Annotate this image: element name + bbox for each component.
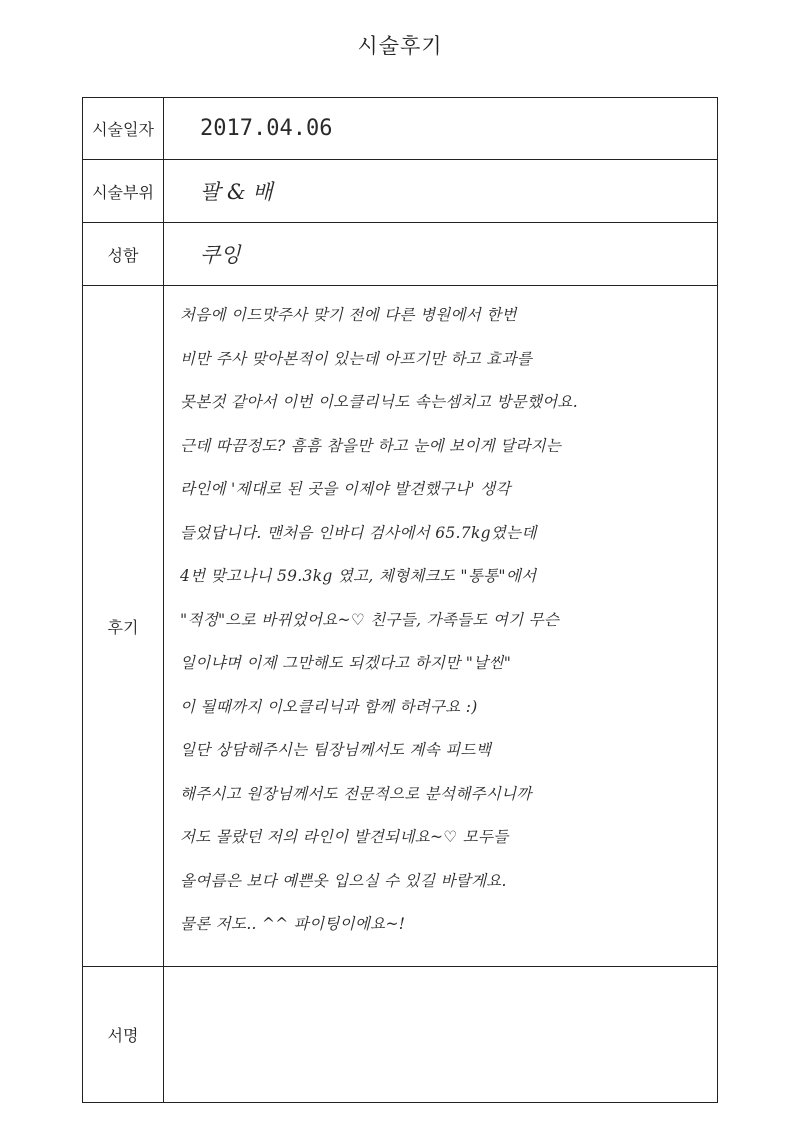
procedure-date-value: 2017.04.06 xyxy=(200,116,333,141)
review-line: 처음에 이드맛주사 맞기 전에 다른 병원에서 한번 xyxy=(180,306,517,324)
review-line: 못본것 같아서 이번 이오클리닉도 속는셈치고 방문했어요. xyxy=(180,393,578,411)
signature-value xyxy=(164,967,717,1102)
review-line: 저도 몰랐던 저의 라인이 발견되네요~♡ 모두들 xyxy=(180,828,509,846)
review-line: 4번 맞고나니 59.3kg 였고, 체형체크도 "통통"에서 xyxy=(180,567,537,585)
review-line: 일단 상담해주시는 팀장님께서도 계속 피드백 xyxy=(180,741,492,759)
name-value: 쿠잉 xyxy=(200,243,241,267)
review-line: 물론 저도.. ^^ 파이팅이에요~! xyxy=(180,915,406,933)
name-label: 성함 xyxy=(83,223,164,285)
review-line: 비만 주사 맞아본적이 있는데 아프기만 하고 효과를 xyxy=(180,349,533,368)
review-line: "적정"으로 바뀌었어요~♡ 친구들, 가족들도 여기 무슨 xyxy=(180,610,560,629)
review-line: 일이냐며 이제 그만해도 되겠다고 하지만 "날씬" xyxy=(180,654,512,672)
row-procedure-date xyxy=(83,98,717,160)
row-signature xyxy=(83,967,717,1102)
review-line: 들었답니다. 맨처음 인바디 검사에서 65.7kg였는데 xyxy=(180,523,537,542)
review-line: 근데 따끔정도? 흠흠 참을만 하고 눈에 보이게 달라지는 xyxy=(180,436,562,455)
review-text xyxy=(164,286,717,966)
review-line: 라인에 '제대로 된 곳을 이제야 발견했구나' 생각 xyxy=(180,480,511,498)
review-form-table xyxy=(82,97,718,1103)
review-label: 후기 xyxy=(83,286,164,966)
review-line: 이 될때까지 이오클리닉과 함께 하려구요 :) xyxy=(180,697,478,716)
row-name xyxy=(83,223,717,286)
signature-label: 서명 xyxy=(83,967,164,1102)
document-title: 시술후기 xyxy=(357,34,443,58)
review-line: 올여름은 보다 예쁜옷 입으실 수 있길 바랄게요. xyxy=(180,871,507,890)
procedure-area-label: 시술부위 xyxy=(83,160,164,222)
row-procedure-area xyxy=(83,160,717,223)
row-review xyxy=(83,286,717,967)
review-line: 해주시고 원장님께서도 전문적으로 분석해주시니까 xyxy=(180,784,532,803)
procedure-date-label: 시술일자 xyxy=(83,98,164,159)
procedure-area-value: 팔 & 배 xyxy=(200,180,273,204)
